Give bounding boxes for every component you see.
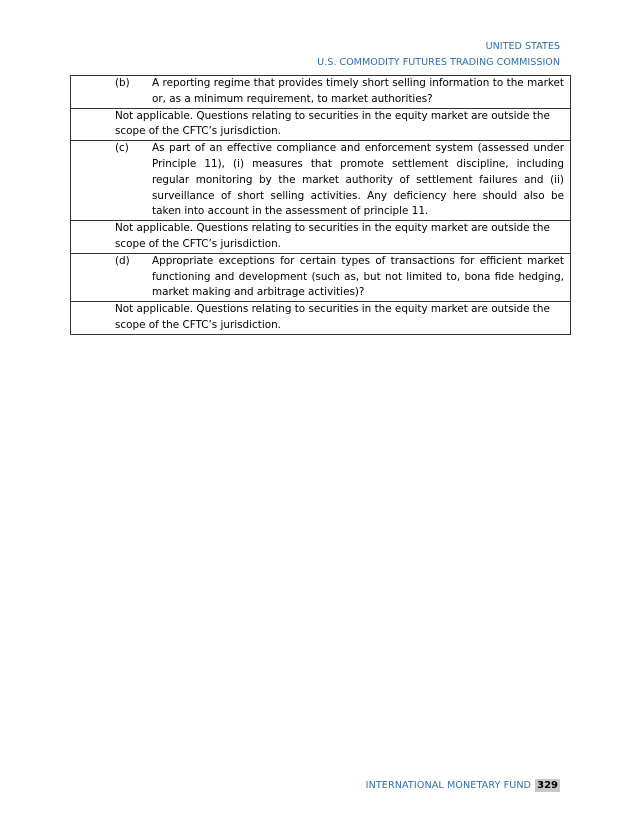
item-label: (d) <box>115 254 130 267</box>
header-country: UNITED STATES <box>485 41 560 52</box>
page-footer <box>366 779 560 792</box>
question-text: As part of an effective compliance and enforcement system (assessed under Principle 11), (i) measures that promote settlement discipline, including regular monitoring by the market authority of settlement failures and (ii) surveillance of short selling activities. Any deficiency here should also be taken into account in the assessment of principle 11. <box>152 142 564 218</box>
answer-row-b <box>71 109 570 142</box>
question-text: A reporting regime that provides timely short selling information to the market or, as a minimum requirement, to market authorities? <box>152 77 564 105</box>
assessment-table <box>70 75 571 335</box>
answer-text: Not applicable. Questions relating to securities in the equity market are outside the scope of the CFTC’s jurisdiction. <box>115 222 550 250</box>
question-row-d <box>71 254 570 302</box>
header-agency: U.S. COMMODITY FUTURES TRADING COMMISSION <box>317 57 560 68</box>
question-row-c <box>71 141 570 221</box>
question-text: Appropriate exceptions for certain types of transactions for efficient market functioning and development (such as, but not limited to, bona fide hedging, market making and arbitrage activities)? <box>152 254 564 299</box>
item-label: (c) <box>115 142 129 155</box>
page-number: 329 <box>537 780 558 791</box>
question-row-b <box>71 76 570 109</box>
answer-text: Not applicable. Questions relating to securities in the equity market are outside the scope of the CFTC’s jurisdiction. <box>115 303 550 331</box>
answer-text: Not applicable. Questions relating to securities in the equity market are outside the scope of the CFTC’s jurisdiction. <box>115 109 550 138</box>
answer-row-d <box>71 302 570 335</box>
footer-org: INTERNATIONAL MONETARY FUND <box>365 780 532 791</box>
answer-row-c <box>71 221 570 254</box>
item-label: (b) <box>115 77 130 89</box>
